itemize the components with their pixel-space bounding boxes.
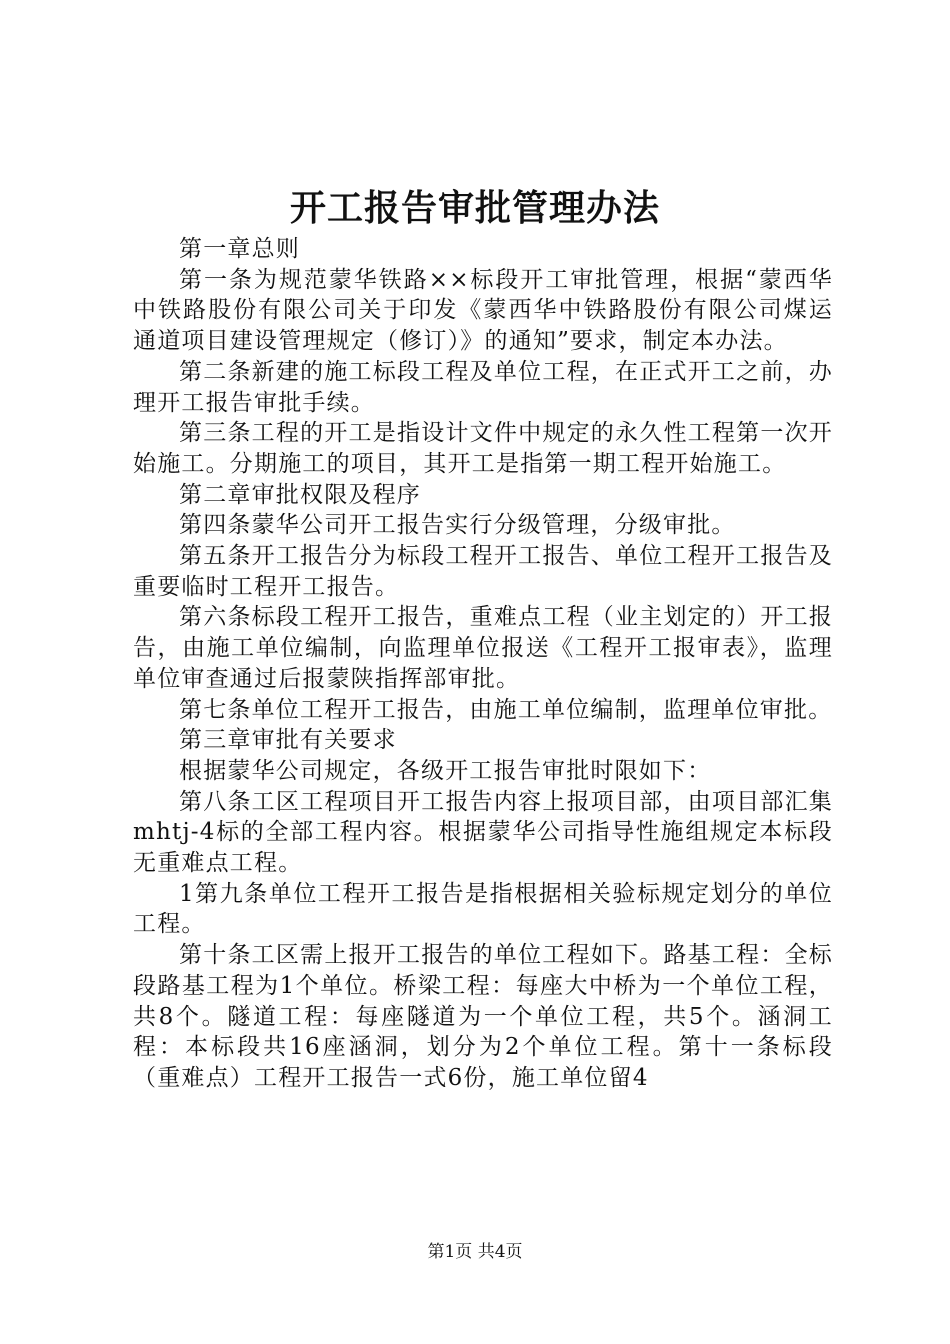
article-paragraph: 第七条单位工程开工报告，由施工单位编制，监理单位审批。 (179, 696, 833, 723)
chapter-heading: 第一章总则 (179, 236, 300, 262)
article-paragraph: 第五条开工报告分为标段工程开工报告、单位工程开工报告及重要临时工程开工报告。 (133, 543, 833, 600)
article-paragraph: 第八条工区工程项目开工报告内容上报项目部，由项目部汇集mhtj-4标的全部工程内容。根据蒙华公司指导性施组规定本标段无重难点工程。 (133, 788, 833, 877)
article-paragraph: 第二条新建的施工标段工程及单位工程，在正式开工之前，办理开工报告审批手续。 (133, 358, 833, 416)
chapter-heading: 第二章审批权限及程序 (179, 481, 421, 508)
document-body (133, 234, 833, 1094)
article-paragraph: 第三条工程的开工是指设计文件中规定的永久性工程第一次开始施工。分期施工的项目，其开工是指第一期工程开始施工。 (133, 420, 833, 477)
document-title: 开工报告审批管理办法 (289, 187, 660, 229)
chapter-heading: 第三章审批有关要求 (179, 727, 397, 754)
page-footer: 第1页 共4页 (427, 1242, 523, 1262)
article-paragraph: 第十条工区需上报开工报告的单位工程如下。路基工程：全标段路基工程为1个单位。桥梁工程：每座大中桥为一个单位工程，共8个。隧道工程：每座隧道为一个单位工程，共5个。涵洞工程：本标段共16座涵洞，划分为2个单位工程。第十一条标段（重难点）工程开工报告一式6份，施工单位留4 (133, 942, 833, 1091)
article-paragraph: 第四条蒙华公司开工报告实行分级管理，分级审批。 (179, 512, 736, 539)
article-paragraph: 根据蒙华公司规定，各级开工报告审批时限如下： (179, 757, 712, 784)
article-paragraph: 第一条为规范蒙华铁路××标段开工审批管理，根据“蒙西华中铁路股份有限公司关于印发《蒙西华中铁路股份有限公司煤运通道项目建设管理规定（修订）》的通知”要求，制定本办法。 (133, 266, 833, 355)
article-paragraph: 1第九条单位工程开工报告是指根据相关验标规定划分的单位工程。 (133, 880, 833, 938)
article-paragraph: 第六条标段工程开工报告，重难点工程（业主划定的）开工报告，由施工单位编制，向监理单位报送《工程开工报审表》，监理单位审查通过后报蒙陕指挥部审批。 (133, 604, 833, 692)
